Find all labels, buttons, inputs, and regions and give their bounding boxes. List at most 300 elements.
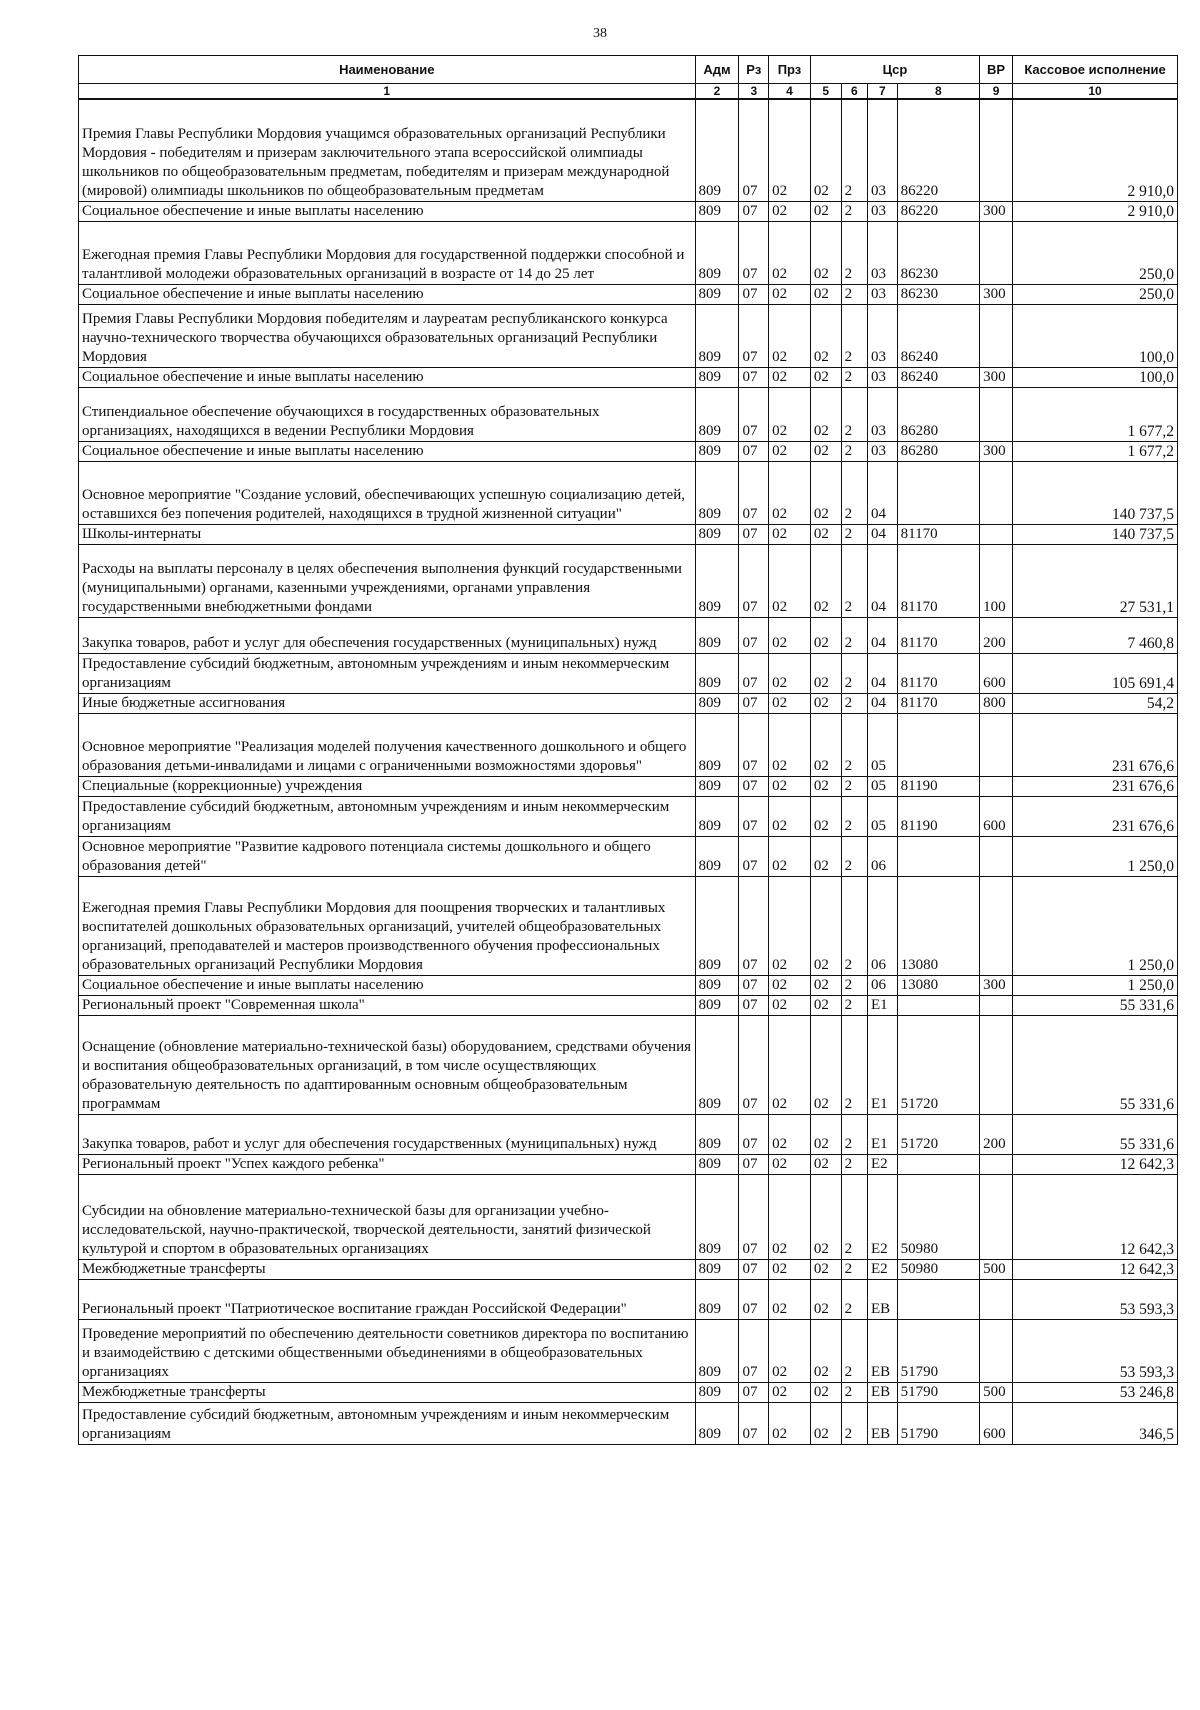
cell-vr: 600 bbox=[980, 796, 1013, 836]
cell-csr-event: EB bbox=[867, 1279, 897, 1319]
cell-csr-program: 02 bbox=[810, 1174, 841, 1259]
cell-rz: 07 bbox=[739, 201, 769, 221]
cell-vr: 300 bbox=[980, 367, 1013, 387]
cell-adm: 809 bbox=[695, 1015, 739, 1114]
cell-csr-subprogram: 2 bbox=[841, 693, 867, 713]
table-row bbox=[79, 1015, 1178, 1114]
cell-adm: 809 bbox=[695, 1319, 739, 1382]
cell-adm: 809 bbox=[695, 713, 739, 776]
cell-amount: 231 676,6 bbox=[1013, 776, 1178, 796]
table-row bbox=[79, 99, 1178, 201]
cell-name: Социальное обеспечение и иные выплаты населению bbox=[79, 975, 696, 995]
cell-name: Региональный проект "Патриотическое воспитание граждан Российской Федерации" bbox=[79, 1279, 696, 1319]
cell-prz: 02 bbox=[769, 544, 811, 617]
cell-vr bbox=[980, 461, 1013, 524]
cell-adm: 809 bbox=[695, 461, 739, 524]
cell-name: Межбюджетные трансферты bbox=[79, 1382, 696, 1402]
cell-csr-program: 02 bbox=[810, 876, 841, 975]
cell-name: Субсидии на обновление материально-технической базы для организации учебно-исследовательской, научно-практической, творческой деятельности, занятий физической культурой и спортом в образовательных организациях bbox=[79, 1174, 696, 1259]
cell-rz: 07 bbox=[739, 99, 769, 201]
cell-csr-subprogram: 2 bbox=[841, 1319, 867, 1382]
cell-csr-subprogram: 2 bbox=[841, 796, 867, 836]
cell-adm: 809 bbox=[695, 776, 739, 796]
cell-amount: 55 331,6 bbox=[1013, 995, 1178, 1015]
cell-csr-program: 02 bbox=[810, 1279, 841, 1319]
cell-csr-program: 02 bbox=[810, 304, 841, 367]
cell-amount: 7 460,8 bbox=[1013, 617, 1178, 653]
cell-csr-program: 02 bbox=[810, 776, 841, 796]
cell-prz: 02 bbox=[769, 713, 811, 776]
cell-amount: 2 910,0 bbox=[1013, 99, 1178, 201]
column-number: 10 bbox=[1013, 84, 1178, 100]
table-row bbox=[79, 796, 1178, 836]
cell-prz: 02 bbox=[769, 876, 811, 975]
cell-rz: 07 bbox=[739, 304, 769, 367]
cell-csr-direction: 51720 bbox=[897, 1114, 979, 1154]
cell-vr: 300 bbox=[980, 441, 1013, 461]
cell-prz: 02 bbox=[769, 693, 811, 713]
cell-csr-subprogram: 2 bbox=[841, 1174, 867, 1259]
cell-csr-program: 02 bbox=[810, 1259, 841, 1279]
cell-vr bbox=[980, 387, 1013, 441]
cell-prz: 02 bbox=[769, 201, 811, 221]
cell-vr: 300 bbox=[980, 975, 1013, 995]
cell-csr-event: 03 bbox=[867, 284, 897, 304]
cell-csr-subprogram: 2 bbox=[841, 1015, 867, 1114]
table-row bbox=[79, 524, 1178, 544]
cell-name: Премия Главы Республики Мордовия учащимся образовательных организаций Республики Мордовия - победителям и призерам заключительного этапа всероссийской олимпиады школьников по общеобразовательным предметам, победителям и призерам международной (мировой) олимпиады школьников по общеобразовательным предметам bbox=[79, 99, 696, 201]
column-number: 3 bbox=[739, 84, 769, 100]
cell-csr-direction: 86230 bbox=[897, 221, 979, 284]
cell-csr-direction: 50980 bbox=[897, 1259, 979, 1279]
cell-csr-direction: 86240 bbox=[897, 367, 979, 387]
cell-rz: 07 bbox=[739, 1174, 769, 1259]
budget-execution-table bbox=[78, 55, 1178, 1445]
cell-name: Основное мероприятие "Создание условий, обеспечивающих успешную социализацию детей, оставшихся без попечения родителей, находящихся в трудной жизненной ситуации" bbox=[79, 461, 696, 524]
cell-csr-event: 03 bbox=[867, 304, 897, 367]
column-number: 1 bbox=[79, 84, 696, 100]
cell-rz: 07 bbox=[739, 776, 769, 796]
header-cash-execution: Кассовое исполнение bbox=[1013, 56, 1178, 84]
cell-csr-subprogram: 2 bbox=[841, 1114, 867, 1154]
cell-csr-subprogram: 2 bbox=[841, 995, 867, 1015]
cell-name: Основное мероприятие "Реализация моделей получения качественного дошкольного и общего образования детьми-инвалидами и лицами с ограниченными возможностями здоровья" bbox=[79, 713, 696, 776]
cell-csr-direction bbox=[897, 995, 979, 1015]
cell-csr-direction bbox=[897, 713, 979, 776]
cell-name: Ежегодная премия Главы Республики Мордовия для государственной поддержки способной и талантливой молодежи образовательных организаций в возрасте от 14 до 25 лет bbox=[79, 221, 696, 284]
cell-csr-subprogram: 2 bbox=[841, 776, 867, 796]
table-row bbox=[79, 1114, 1178, 1154]
column-number: 9 bbox=[980, 84, 1013, 100]
cell-csr-program: 02 bbox=[810, 1382, 841, 1402]
cell-csr-direction: 81190 bbox=[897, 776, 979, 796]
cell-prz: 02 bbox=[769, 1154, 811, 1174]
cell-csr-program: 02 bbox=[810, 693, 841, 713]
cell-prz: 02 bbox=[769, 284, 811, 304]
budget-table-wrapper bbox=[78, 55, 1178, 1445]
cell-prz: 02 bbox=[769, 1174, 811, 1259]
cell-csr-program: 02 bbox=[810, 617, 841, 653]
cell-name: Предоставление субсидий бюджетным, автономным учреждениям и иным некоммерческим организациям bbox=[79, 1402, 696, 1444]
cell-adm: 809 bbox=[695, 1279, 739, 1319]
cell-amount: 140 737,5 bbox=[1013, 524, 1178, 544]
cell-csr-program: 02 bbox=[810, 284, 841, 304]
cell-csr-event: 03 bbox=[867, 367, 897, 387]
cell-vr bbox=[980, 995, 1013, 1015]
cell-csr-direction: 86280 bbox=[897, 387, 979, 441]
cell-vr bbox=[980, 876, 1013, 975]
cell-amount: 55 331,6 bbox=[1013, 1114, 1178, 1154]
cell-rz: 07 bbox=[739, 1279, 769, 1319]
cell-csr-subprogram: 2 bbox=[841, 524, 867, 544]
cell-csr-direction: 81170 bbox=[897, 544, 979, 617]
cell-vr: 500 bbox=[980, 1259, 1013, 1279]
cell-csr-program: 02 bbox=[810, 367, 841, 387]
table-row bbox=[79, 653, 1178, 693]
cell-rz: 07 bbox=[739, 975, 769, 995]
header-vr: ВР bbox=[980, 56, 1013, 84]
cell-prz: 02 bbox=[769, 1259, 811, 1279]
cell-csr-direction: 86230 bbox=[897, 284, 979, 304]
table-row bbox=[79, 995, 1178, 1015]
cell-vr bbox=[980, 776, 1013, 796]
cell-adm: 809 bbox=[695, 201, 739, 221]
header-rz: Рз bbox=[739, 56, 769, 84]
cell-csr-subprogram: 2 bbox=[841, 201, 867, 221]
cell-rz: 07 bbox=[739, 653, 769, 693]
cell-csr-subprogram: 2 bbox=[841, 367, 867, 387]
cell-amount: 12 642,3 bbox=[1013, 1154, 1178, 1174]
cell-prz: 02 bbox=[769, 617, 811, 653]
cell-amount: 250,0 bbox=[1013, 284, 1178, 304]
table-row bbox=[79, 387, 1178, 441]
cell-csr-program: 02 bbox=[810, 221, 841, 284]
cell-csr-program: 02 bbox=[810, 796, 841, 836]
cell-csr-event: 03 bbox=[867, 441, 897, 461]
cell-vr bbox=[980, 1015, 1013, 1114]
cell-amount: 1 250,0 bbox=[1013, 975, 1178, 995]
cell-rz: 07 bbox=[739, 876, 769, 975]
cell-csr-program: 02 bbox=[810, 995, 841, 1015]
cell-adm: 809 bbox=[695, 284, 739, 304]
cell-rz: 07 bbox=[739, 524, 769, 544]
cell-csr-event: E1 bbox=[867, 1015, 897, 1114]
cell-amount: 53 593,3 bbox=[1013, 1279, 1178, 1319]
cell-adm: 809 bbox=[695, 1154, 739, 1174]
cell-csr-program: 02 bbox=[810, 544, 841, 617]
cell-amount: 55 331,6 bbox=[1013, 1015, 1178, 1114]
cell-adm: 809 bbox=[695, 387, 739, 441]
cell-rz: 07 bbox=[739, 713, 769, 776]
table-row bbox=[79, 441, 1178, 461]
header-row bbox=[79, 56, 1178, 84]
cell-amount: 346,5 bbox=[1013, 1402, 1178, 1444]
cell-vr bbox=[980, 524, 1013, 544]
cell-csr-subprogram: 2 bbox=[841, 387, 867, 441]
column-number-row bbox=[79, 84, 1178, 100]
cell-csr-event: 06 bbox=[867, 836, 897, 876]
cell-csr-direction: 51790 bbox=[897, 1402, 979, 1444]
cell-csr-subprogram: 2 bbox=[841, 1279, 867, 1319]
cell-csr-event: 04 bbox=[867, 653, 897, 693]
cell-amount: 1 250,0 bbox=[1013, 876, 1178, 975]
cell-rz: 07 bbox=[739, 796, 769, 836]
cell-adm: 809 bbox=[695, 524, 739, 544]
table-row bbox=[79, 201, 1178, 221]
cell-vr: 500 bbox=[980, 1382, 1013, 1402]
cell-csr-direction bbox=[897, 1154, 979, 1174]
cell-csr-program: 02 bbox=[810, 653, 841, 693]
table-row bbox=[79, 975, 1178, 995]
cell-name: Предоставление субсидий бюджетным, автономным учреждениям и иным некоммерческим организациям bbox=[79, 796, 696, 836]
cell-csr-subprogram: 2 bbox=[841, 284, 867, 304]
cell-prz: 02 bbox=[769, 1319, 811, 1382]
cell-vr bbox=[980, 1154, 1013, 1174]
cell-rz: 07 bbox=[739, 1382, 769, 1402]
header-adm: Адм bbox=[695, 56, 739, 84]
cell-csr-event: E1 bbox=[867, 1114, 897, 1154]
cell-name: Специальные (коррекционные) учреждения bbox=[79, 776, 696, 796]
cell-csr-subprogram: 2 bbox=[841, 876, 867, 975]
cell-prz: 02 bbox=[769, 1114, 811, 1154]
cell-prz: 02 bbox=[769, 1382, 811, 1402]
cell-rz: 07 bbox=[739, 441, 769, 461]
cell-prz: 02 bbox=[769, 653, 811, 693]
table-row bbox=[79, 617, 1178, 653]
cell-csr-event: 03 bbox=[867, 99, 897, 201]
cell-prz: 02 bbox=[769, 221, 811, 284]
cell-adm: 809 bbox=[695, 796, 739, 836]
cell-csr-subprogram: 2 bbox=[841, 99, 867, 201]
cell-csr-subprogram: 2 bbox=[841, 653, 867, 693]
table-row bbox=[79, 304, 1178, 367]
page-number: 38 bbox=[593, 26, 607, 41]
cell-csr-direction: 81170 bbox=[897, 693, 979, 713]
cell-csr-direction: 86220 bbox=[897, 99, 979, 201]
cell-adm: 809 bbox=[695, 544, 739, 617]
cell-csr-subprogram: 2 bbox=[841, 1382, 867, 1402]
cell-adm: 809 bbox=[695, 1382, 739, 1402]
column-number: 6 bbox=[841, 84, 867, 100]
cell-csr-program: 02 bbox=[810, 975, 841, 995]
cell-csr-event: 05 bbox=[867, 776, 897, 796]
cell-rz: 07 bbox=[739, 544, 769, 617]
cell-csr-event: 03 bbox=[867, 387, 897, 441]
cell-name: Социальное обеспечение и иные выплаты населению bbox=[79, 367, 696, 387]
cell-name: Проведение мероприятий по обеспечению деятельности советников директора по воспитанию и взаимодействию с детскими общественными объединениями в общеобразовательных организациях bbox=[79, 1319, 696, 1382]
cell-vr bbox=[980, 221, 1013, 284]
cell-name: Ежегодная премия Главы Республики Мордовия для поощрения творческих и талантливых воспитателей дошкольных образовательных организаций, учителей общеобразовательных организаций, преподавателей и мастеров производственного обучения профессиональных образовательных организаций Республики Мордовия bbox=[79, 876, 696, 975]
cell-prz: 02 bbox=[769, 776, 811, 796]
cell-csr-direction: 81170 bbox=[897, 653, 979, 693]
cell-csr-subprogram: 2 bbox=[841, 1154, 867, 1174]
cell-csr-event: 03 bbox=[867, 201, 897, 221]
cell-adm: 809 bbox=[695, 653, 739, 693]
cell-csr-direction bbox=[897, 836, 979, 876]
cell-prz: 02 bbox=[769, 1015, 811, 1114]
cell-csr-direction: 13080 bbox=[897, 975, 979, 995]
cell-adm: 809 bbox=[695, 1402, 739, 1444]
cell-csr-program: 02 bbox=[810, 524, 841, 544]
cell-vr bbox=[980, 1174, 1013, 1259]
cell-amount: 53 593,3 bbox=[1013, 1319, 1178, 1382]
table-row bbox=[79, 1402, 1178, 1444]
cell-csr-program: 02 bbox=[810, 441, 841, 461]
cell-name: Региональный проект "Успех каждого ребенка" bbox=[79, 1154, 696, 1174]
cell-vr: 600 bbox=[980, 1402, 1013, 1444]
cell-vr: 600 bbox=[980, 653, 1013, 693]
cell-csr-program: 02 bbox=[810, 1015, 841, 1114]
cell-csr-subprogram: 2 bbox=[841, 1259, 867, 1279]
cell-name: Иные бюджетные ассигнования bbox=[79, 693, 696, 713]
cell-prz: 02 bbox=[769, 975, 811, 995]
cell-rz: 07 bbox=[739, 617, 769, 653]
table-row bbox=[79, 713, 1178, 776]
cell-rz: 07 bbox=[739, 1259, 769, 1279]
cell-rz: 07 bbox=[739, 995, 769, 1015]
cell-name: Премия Главы Республики Мордовия победителям и лауреатам республиканского конкурса научно-технического творчества обучающихся образовательных организаций Республики Мордовия bbox=[79, 304, 696, 367]
cell-name: Закупка товаров, работ и услуг для обеспечения государственных (муниципальных) нужд bbox=[79, 617, 696, 653]
cell-amount: 100,0 bbox=[1013, 304, 1178, 367]
cell-vr bbox=[980, 713, 1013, 776]
cell-amount: 27 531,1 bbox=[1013, 544, 1178, 617]
cell-rz: 07 bbox=[739, 1319, 769, 1382]
cell-vr: 300 bbox=[980, 284, 1013, 304]
cell-vr bbox=[980, 304, 1013, 367]
cell-rz: 07 bbox=[739, 1114, 769, 1154]
cell-csr-direction bbox=[897, 1279, 979, 1319]
cell-adm: 809 bbox=[695, 221, 739, 284]
cell-csr-subprogram: 2 bbox=[841, 461, 867, 524]
cell-name: Школы-интернаты bbox=[79, 524, 696, 544]
cell-prz: 02 bbox=[769, 387, 811, 441]
cell-csr-event: E2 bbox=[867, 1174, 897, 1259]
cell-csr-subprogram: 2 bbox=[841, 221, 867, 284]
table-row bbox=[79, 1174, 1178, 1259]
cell-amount: 140 737,5 bbox=[1013, 461, 1178, 524]
column-number: 4 bbox=[769, 84, 811, 100]
cell-amount: 231 676,6 bbox=[1013, 713, 1178, 776]
cell-adm: 809 bbox=[695, 99, 739, 201]
cell-amount: 105 691,4 bbox=[1013, 653, 1178, 693]
cell-csr-event: 04 bbox=[867, 544, 897, 617]
cell-csr-event: EB bbox=[867, 1319, 897, 1382]
cell-adm: 809 bbox=[695, 441, 739, 461]
cell-csr-program: 02 bbox=[810, 1154, 841, 1174]
table-row bbox=[79, 876, 1178, 975]
cell-csr-event: E1 bbox=[867, 995, 897, 1015]
cell-prz: 02 bbox=[769, 524, 811, 544]
cell-csr-subprogram: 2 bbox=[841, 713, 867, 776]
cell-rz: 07 bbox=[739, 693, 769, 713]
cell-name: Социальное обеспечение и иные выплаты населению bbox=[79, 284, 696, 304]
column-number: 8 bbox=[897, 84, 979, 100]
cell-vr: 300 bbox=[980, 201, 1013, 221]
cell-rz: 07 bbox=[739, 1154, 769, 1174]
cell-vr: 200 bbox=[980, 617, 1013, 653]
cell-csr-event: 06 bbox=[867, 975, 897, 995]
cell-rz: 07 bbox=[739, 461, 769, 524]
cell-adm: 809 bbox=[695, 617, 739, 653]
table-body bbox=[79, 99, 1178, 1444]
cell-csr-direction: 81190 bbox=[897, 796, 979, 836]
cell-name: Социальное обеспечение и иные выплаты населению bbox=[79, 201, 696, 221]
cell-prz: 02 bbox=[769, 99, 811, 201]
cell-csr-direction: 81170 bbox=[897, 617, 979, 653]
cell-prz: 02 bbox=[769, 1402, 811, 1444]
cell-vr bbox=[980, 1279, 1013, 1319]
header-prz: Прз bbox=[769, 56, 811, 84]
cell-csr-direction: 50980 bbox=[897, 1174, 979, 1259]
cell-name: Закупка товаров, работ и услуг для обеспечения государственных (муниципальных) нужд bbox=[79, 1114, 696, 1154]
cell-adm: 809 bbox=[695, 975, 739, 995]
cell-prz: 02 bbox=[769, 304, 811, 367]
cell-amount: 12 642,3 bbox=[1013, 1259, 1178, 1279]
cell-rz: 07 bbox=[739, 284, 769, 304]
cell-csr-direction bbox=[897, 461, 979, 524]
cell-csr-direction: 86240 bbox=[897, 304, 979, 367]
cell-csr-subprogram: 2 bbox=[841, 617, 867, 653]
cell-csr-direction: 86220 bbox=[897, 201, 979, 221]
cell-prz: 02 bbox=[769, 367, 811, 387]
header-name: Наименование bbox=[79, 56, 696, 84]
cell-prz: 02 bbox=[769, 836, 811, 876]
cell-adm: 809 bbox=[695, 304, 739, 367]
table-row bbox=[79, 776, 1178, 796]
cell-csr-direction: 51790 bbox=[897, 1319, 979, 1382]
cell-name: Оснащение (обновление материально-технической базы) оборудованием, средствами обучения и воспитания общеобразовательных организаций, в том числе осуществляющих образовательную деятельность по адаптированным основным общеобразовательным программам bbox=[79, 1015, 696, 1114]
cell-csr-program: 02 bbox=[810, 99, 841, 201]
cell-amount: 12 642,3 bbox=[1013, 1174, 1178, 1259]
table-row bbox=[79, 1279, 1178, 1319]
cell-adm: 809 bbox=[695, 1259, 739, 1279]
cell-rz: 07 bbox=[739, 836, 769, 876]
cell-prz: 02 bbox=[769, 995, 811, 1015]
cell-vr bbox=[980, 99, 1013, 201]
cell-csr-event: EB bbox=[867, 1382, 897, 1402]
cell-csr-event: 04 bbox=[867, 524, 897, 544]
cell-csr-subprogram: 2 bbox=[841, 836, 867, 876]
table-row bbox=[79, 1382, 1178, 1402]
table-row bbox=[79, 693, 1178, 713]
header-csr: Цср bbox=[810, 56, 979, 84]
cell-csr-program: 02 bbox=[810, 1319, 841, 1382]
cell-amount: 2 910,0 bbox=[1013, 201, 1178, 221]
cell-prz: 02 bbox=[769, 796, 811, 836]
table-row bbox=[79, 1259, 1178, 1279]
cell-name: Стипендиальное обеспечение обучающихся в государственных образовательных организациях, находящихся в ведении Республики Мордовия bbox=[79, 387, 696, 441]
cell-rz: 07 bbox=[739, 387, 769, 441]
cell-amount: 53 246,8 bbox=[1013, 1382, 1178, 1402]
cell-csr-direction: 51720 bbox=[897, 1015, 979, 1114]
cell-csr-event: E2 bbox=[867, 1154, 897, 1174]
cell-adm: 809 bbox=[695, 836, 739, 876]
cell-vr: 200 bbox=[980, 1114, 1013, 1154]
cell-csr-event: 06 bbox=[867, 876, 897, 975]
cell-csr-event: 03 bbox=[867, 221, 897, 284]
cell-prz: 02 bbox=[769, 461, 811, 524]
cell-adm: 809 bbox=[695, 693, 739, 713]
cell-name: Расходы на выплаты персоналу в целях обеспечения выполнения функций государственными (муниципальными) органами, казенными учреждениями, органами управления государственными внебюджетными фондами bbox=[79, 544, 696, 617]
cell-csr-subprogram: 2 bbox=[841, 304, 867, 367]
cell-vr: 100 bbox=[980, 544, 1013, 617]
table-row bbox=[79, 221, 1178, 284]
cell-rz: 07 bbox=[739, 367, 769, 387]
cell-adm: 809 bbox=[695, 367, 739, 387]
cell-amount: 231 676,6 bbox=[1013, 796, 1178, 836]
cell-amount: 1 677,2 bbox=[1013, 441, 1178, 461]
cell-csr-event: E2 bbox=[867, 1259, 897, 1279]
